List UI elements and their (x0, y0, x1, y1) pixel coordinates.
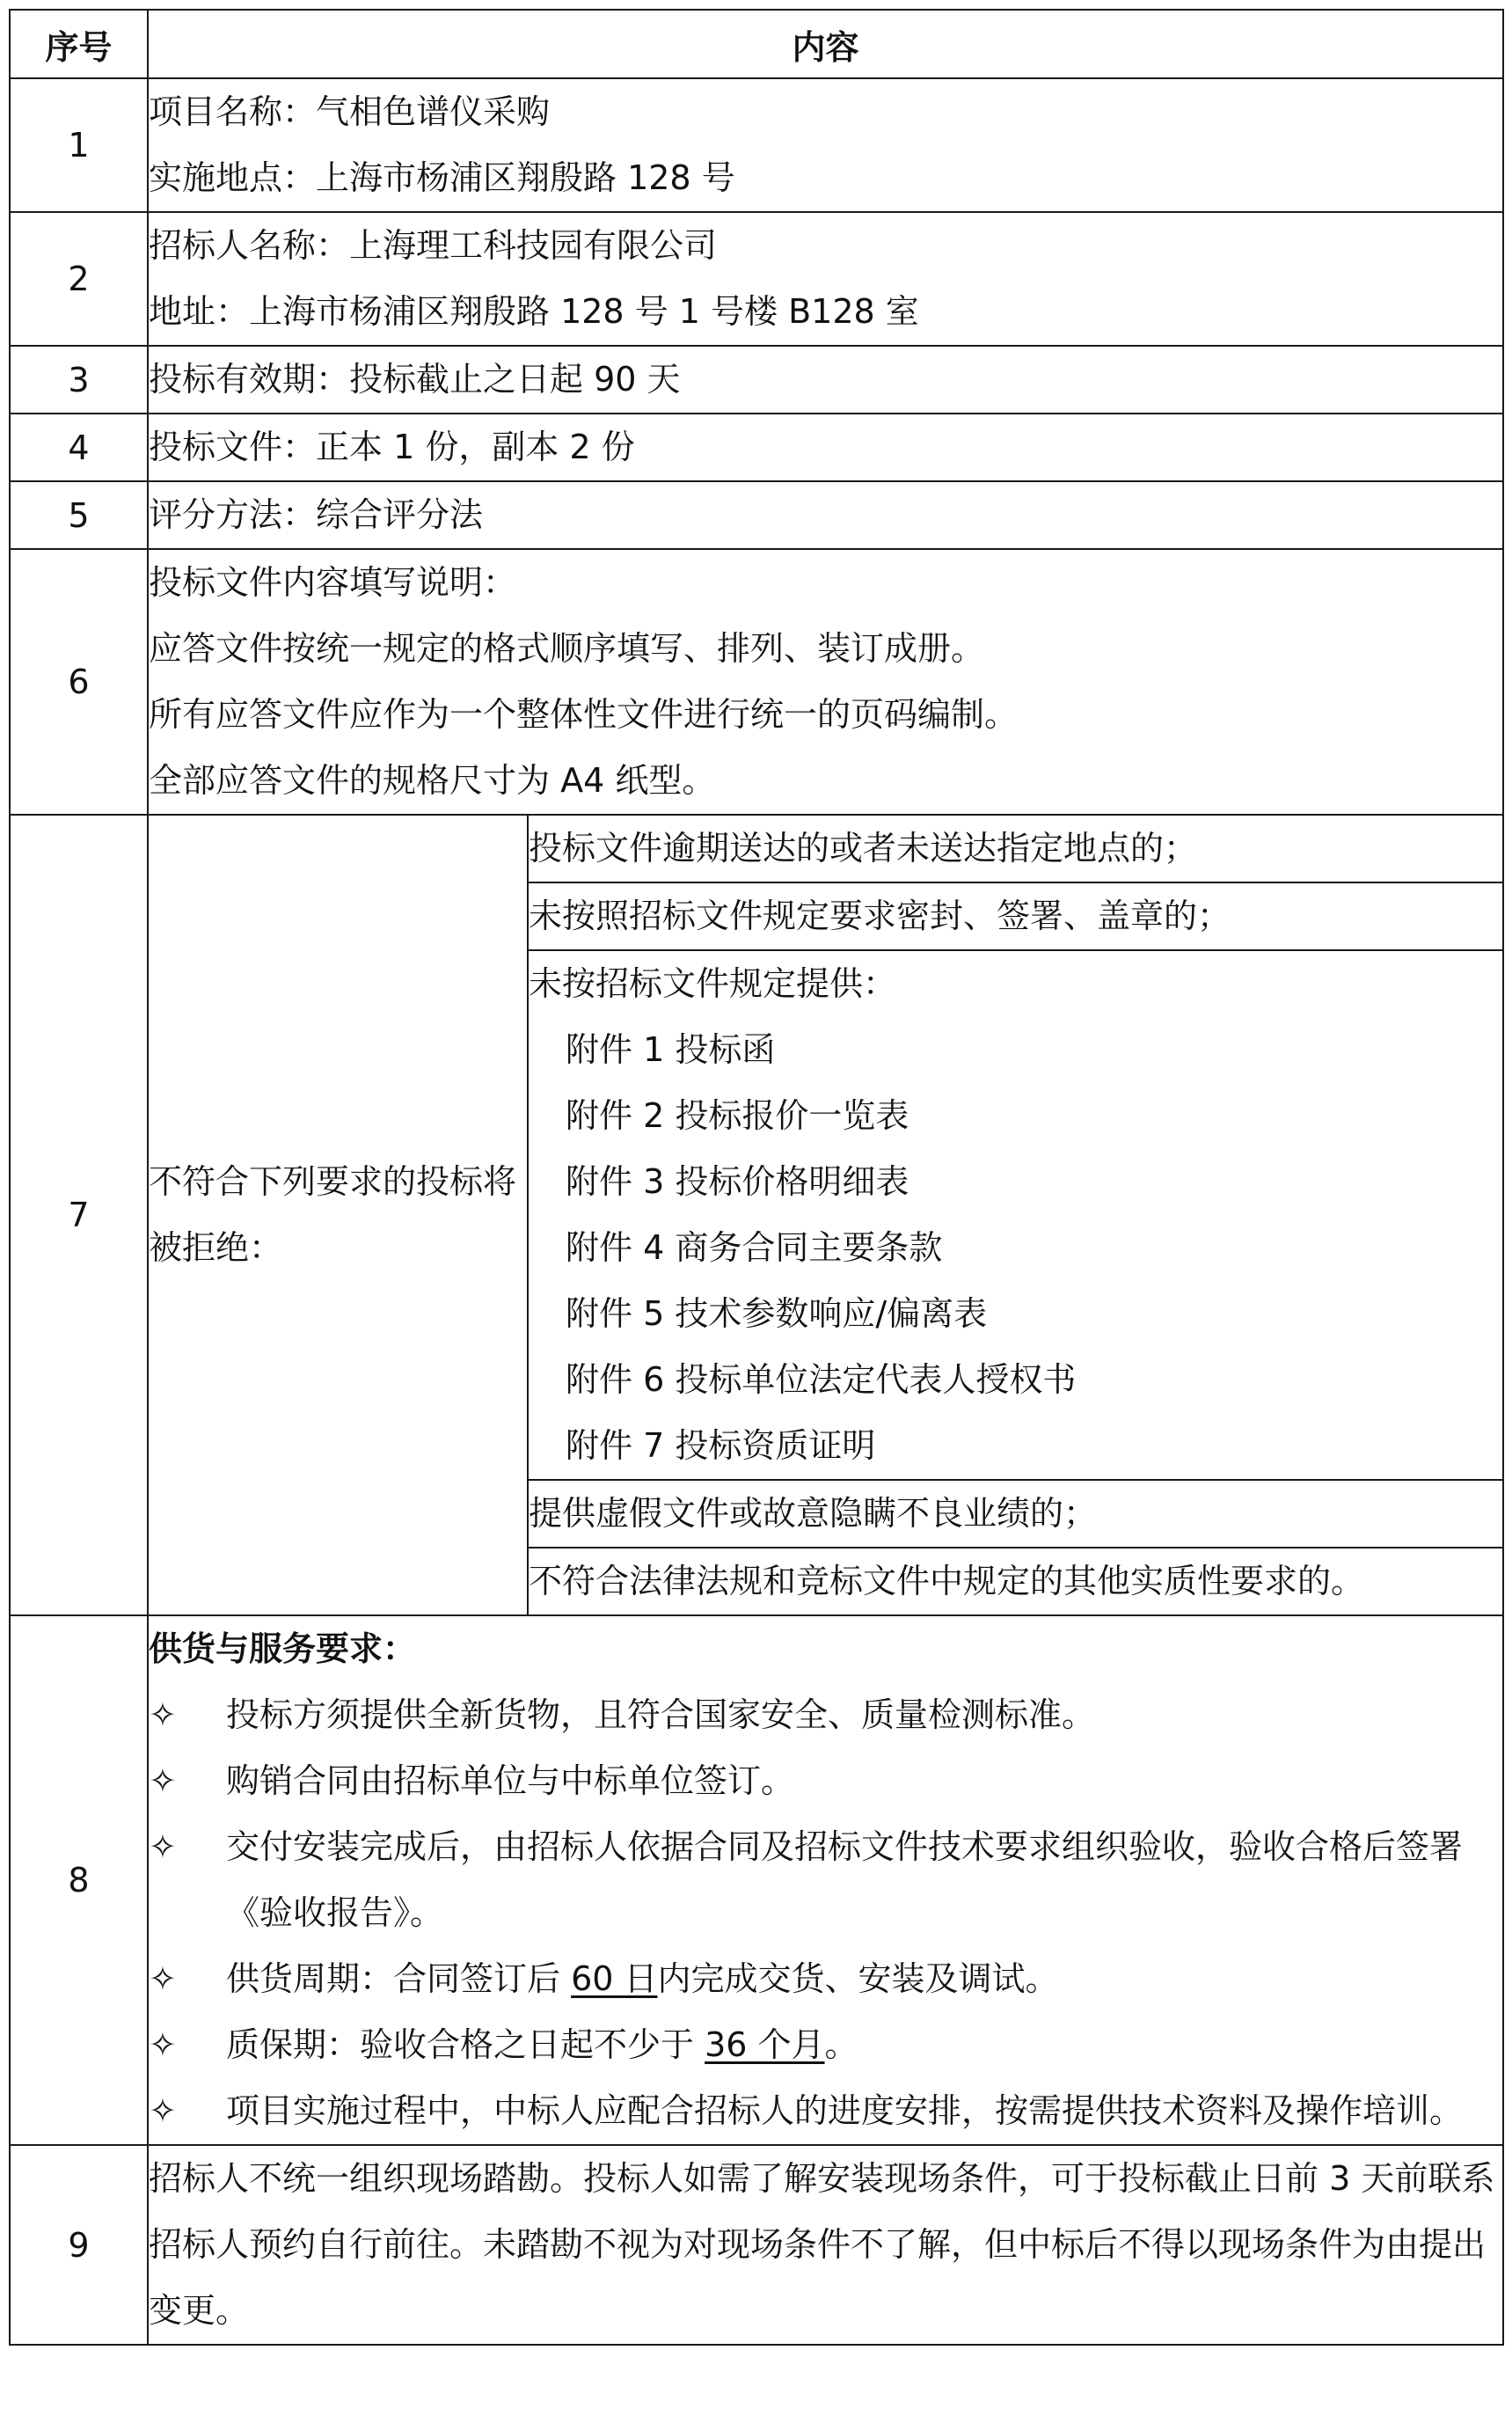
diamond-bullet-icon: ✧ (149, 1695, 177, 1734)
attachment-item: 附件 2 投标报价一览表 (566, 1096, 909, 1135)
diamond-bullet-icon: ✧ (149, 2091, 177, 2130)
list-item (149, 2078, 1502, 2144)
requirement-text: 购销合同由招标单位与中标单位签订。 (226, 1761, 795, 1800)
table-row (10, 1615, 1503, 2145)
list-item (149, 1814, 1502, 1946)
table-row (10, 414, 1503, 481)
rejection-item-text: 提供虚假文件或故意隐瞒不良业绩的； (529, 1494, 1098, 1533)
attachment-item: 附件 5 技术参数响应/偏离表 (566, 1294, 988, 1333)
requirement-text (226, 1946, 1502, 2012)
requirement-text: 交付安装完成后，由招标人依据合同及招标文件技术要求组织验收，验收合格后签署《验收报告》。 (226, 1827, 1464, 1932)
attachment-item: 附件 6 投标单位法定代表人授权书 (566, 1360, 1077, 1399)
table-header-row (10, 10, 1503, 78)
delivery-period-value: 60 日 (571, 1959, 658, 1998)
project-location: 实施地点：上海市杨浦区翔殷路 128 号 (149, 158, 735, 197)
row-number: 1 (10, 78, 148, 212)
tenderer-address: 地址：上海市杨浦区翔殷路 128 号 1 号楼 B128 室 (149, 292, 919, 331)
list-item (149, 1946, 1502, 2012)
rejection-item (528, 882, 1503, 950)
table-row (10, 78, 1503, 212)
table-row (10, 549, 1503, 815)
diamond-bullet-icon: ✧ (149, 1827, 177, 1866)
attachment-item: 附件 7 投标资质证明 (566, 1426, 876, 1465)
table-row (10, 346, 1503, 414)
delivery-period-tail: 内完成交货、安装及调试。 (657, 1959, 1059, 1998)
project-name: 项目名称：气相色谱仪采购 (149, 92, 551, 131)
list-item (149, 1682, 1502, 1748)
scoring-method: 评分方法：综合评分法 (149, 495, 484, 534)
delivery-period-label: 供货周期：合同签订后 (226, 1959, 572, 1998)
rejection-item-text: 投标文件逾期送达的或者未送达指定地点的； (529, 829, 1198, 868)
rejection-item-text: 未按招标文件规定提供： (529, 964, 897, 1003)
fill-instruction: 所有应答文件应作为一个整体性文件进行统一的页码编制。 (149, 695, 1019, 734)
tender-info-table (9, 9, 1504, 2346)
warranty-value: 36 个月 (705, 2025, 825, 2064)
list-item (149, 2012, 1502, 2078)
header-serial-number: 序号 (10, 10, 148, 78)
rejection-item (528, 1548, 1503, 1615)
service-requirements-title: 供货与服务要求： (149, 1629, 417, 1668)
row-content (148, 1615, 1503, 2145)
row-content (148, 346, 1503, 414)
row-content (148, 212, 1503, 346)
row-number: 3 (10, 346, 148, 414)
row-content (148, 481, 1503, 549)
row-content (148, 549, 1503, 815)
table-row (10, 481, 1503, 549)
rejection-conditions-label: 不符合下列要求的投标将被拒绝： (148, 815, 528, 1615)
fill-instructions-title: 投标文件内容填写说明： (149, 563, 517, 602)
attachment-item: 附件 4 商务合同主要条款 (566, 1228, 943, 1267)
diamond-bullet-icon: ✧ (149, 1959, 177, 1998)
tenderer-name: 招标人名称：上海理工科技园有限公司 (149, 226, 718, 265)
table-row (10, 2145, 1503, 2345)
warranty-label: 质保期：验收合格之日起不少于 (226, 2025, 705, 2064)
table-row (10, 212, 1503, 346)
row-number: 7 (10, 815, 148, 1615)
row-number: 8 (10, 1615, 148, 2145)
rejection-item-text: 不符合法律法规和竞标文件中规定的其他实质性要求的。 (529, 1562, 1365, 1600)
row-number: 2 (10, 212, 148, 346)
warranty-tail: 。 (824, 2025, 858, 2064)
site-visit-note: 招标人不统一组织现场踏勘。投标人如需了解安装现场条件，可于投标截止日前 3 天前联系招标人预约自行前往。未踏勘不视为对现场条件不了解，但中标后不得以现场条件为由提出变更。 (148, 2145, 1503, 2345)
fill-instruction: 应答文件按统一规定的格式顺序填写、排列、装订成册。 (149, 629, 985, 668)
row-content (148, 78, 1503, 212)
row-content (148, 414, 1503, 481)
list-item (149, 1748, 1502, 1814)
diamond-bullet-icon: ✧ (149, 2025, 177, 2064)
table-row (10, 815, 1503, 882)
requirement-text: 项目实施过程中，中标人应配合招标人的进度安排，按需提供技术资料及操作培训。 (226, 2091, 1464, 2130)
bid-validity: 投标有效期：投标截止之日起 90 天 (149, 360, 681, 399)
row-number: 5 (10, 481, 148, 549)
attachment-item: 附件 3 投标价格明细表 (566, 1162, 909, 1201)
row-number: 4 (10, 414, 148, 481)
bid-documents-copies: 投标文件：正本 1 份，副本 2 份 (149, 428, 635, 466)
rejection-item (528, 1480, 1503, 1548)
rejection-item (528, 815, 1503, 882)
row-number: 9 (10, 2145, 148, 2345)
diamond-bullet-icon: ✧ (149, 1761, 177, 1800)
row-number: 6 (10, 549, 148, 815)
fill-instruction: 全部应答文件的规格尺寸为 A4 纸型。 (149, 761, 716, 800)
requirement-text: 投标方须提供全新货物，且符合国家安全、质量检测标准。 (226, 1695, 1096, 1734)
attachment-item: 附件 1 投标函 (566, 1030, 776, 1069)
header-content: 内容 (148, 10, 1503, 78)
rejection-item (528, 950, 1503, 1480)
rejection-item-text: 未按照招标文件规定要求密封、签署、盖章的； (529, 897, 1231, 935)
requirement-text (226, 2012, 1502, 2078)
